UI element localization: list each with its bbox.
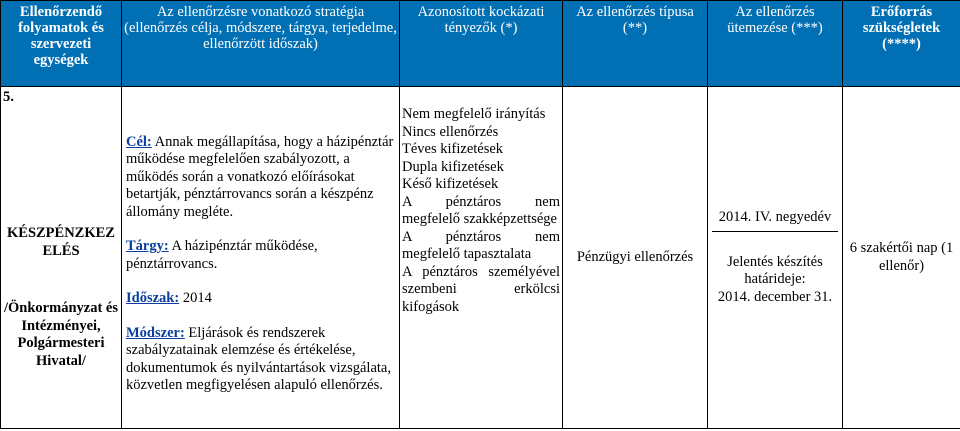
header-type: Az ellenőrzés típusa (**) bbox=[563, 1, 708, 87]
audit-schedule: 2014. IV. negyedév bbox=[712, 209, 838, 232]
risk-item: A pénztáros nem megfelelő szakképzettsége bbox=[402, 193, 560, 227]
risk-item: Téves kifizetések bbox=[402, 141, 504, 157]
period-label: Időszak: bbox=[126, 290, 180, 306]
report-deadline: 2014. december 31. bbox=[717, 288, 833, 305]
table-row bbox=[1, 87, 960, 429]
header-schedule: Az ellenőrzés ütemezése (***) bbox=[708, 1, 843, 87]
risk-item: Dupla kifizetések bbox=[402, 158, 504, 175]
row-number: 5. bbox=[3, 89, 14, 105]
type-cell bbox=[563, 87, 708, 429]
audit-type: Pénzügyi ellenőrzés bbox=[576, 248, 694, 265]
header-processes: Ellenőrzendő folyamatok és szervezeti egységek bbox=[1, 1, 122, 87]
resource-need: 6 szakértői nap (1 ellenőr) bbox=[849, 240, 954, 274]
method-label: Módszer: bbox=[126, 324, 185, 341]
risk-item: Nincs ellenőrzés bbox=[402, 123, 499, 140]
risk-item: A pénztáros nem megfelelő tapasztalata bbox=[402, 228, 560, 262]
goal-text: Annak megállapítása, hogy a házipénztár működése megfelelően szabályozott, a működés során a vonatkozó előírásokat betartják, pénztárrovancs során a készpénz állomány megléte. bbox=[126, 133, 394, 220]
schedule-cell bbox=[708, 87, 843, 429]
process-name: KÉSZPÉNZKEZELÉS bbox=[7, 225, 115, 259]
strategy-cell bbox=[122, 87, 400, 429]
period-text: 2014 bbox=[182, 290, 212, 306]
header-strategy: Az ellenőrzésre vonatkozó stratégia (ellenőrzés célja, módszere, tárgya, terjedelme, ellenőrzött időszak) bbox=[122, 1, 400, 87]
resources-cell bbox=[843, 87, 960, 429]
subject-text: A házipénztár működése, pénztárrovancs. bbox=[126, 238, 318, 272]
risk-item: A pénztáros személyével szembeni erkölcsi kifogások bbox=[402, 263, 560, 315]
risks-cell bbox=[400, 87, 563, 429]
header-resources: Erőforrás szükségletek (****) bbox=[843, 1, 960, 87]
method-text: Eljárások és rendszerek szabályzatainak elemzése és értékelése, dokumentumok és nyilvántartások vizsgálata, közvetlen megfigyelésen alapuló ellenőrzés. bbox=[126, 324, 391, 393]
goal-label: Cél: bbox=[126, 133, 152, 150]
header-risks: Azonosított kockázati tényezők (*) bbox=[400, 1, 563, 87]
report-deadline-label: Jelentés készítés határideje: bbox=[727, 253, 823, 287]
risk-item: Nem megfelelő irányítás bbox=[402, 106, 546, 122]
risk-item: Késő kifizetések bbox=[402, 176, 499, 192]
organization-units: /Önkormányzat és Intézményei, Polgármesteri Hivatal/ bbox=[4, 300, 118, 369]
process-cell bbox=[1, 87, 122, 429]
subject-label: Tárgy: bbox=[126, 238, 169, 254]
header-row bbox=[1, 1, 960, 87]
